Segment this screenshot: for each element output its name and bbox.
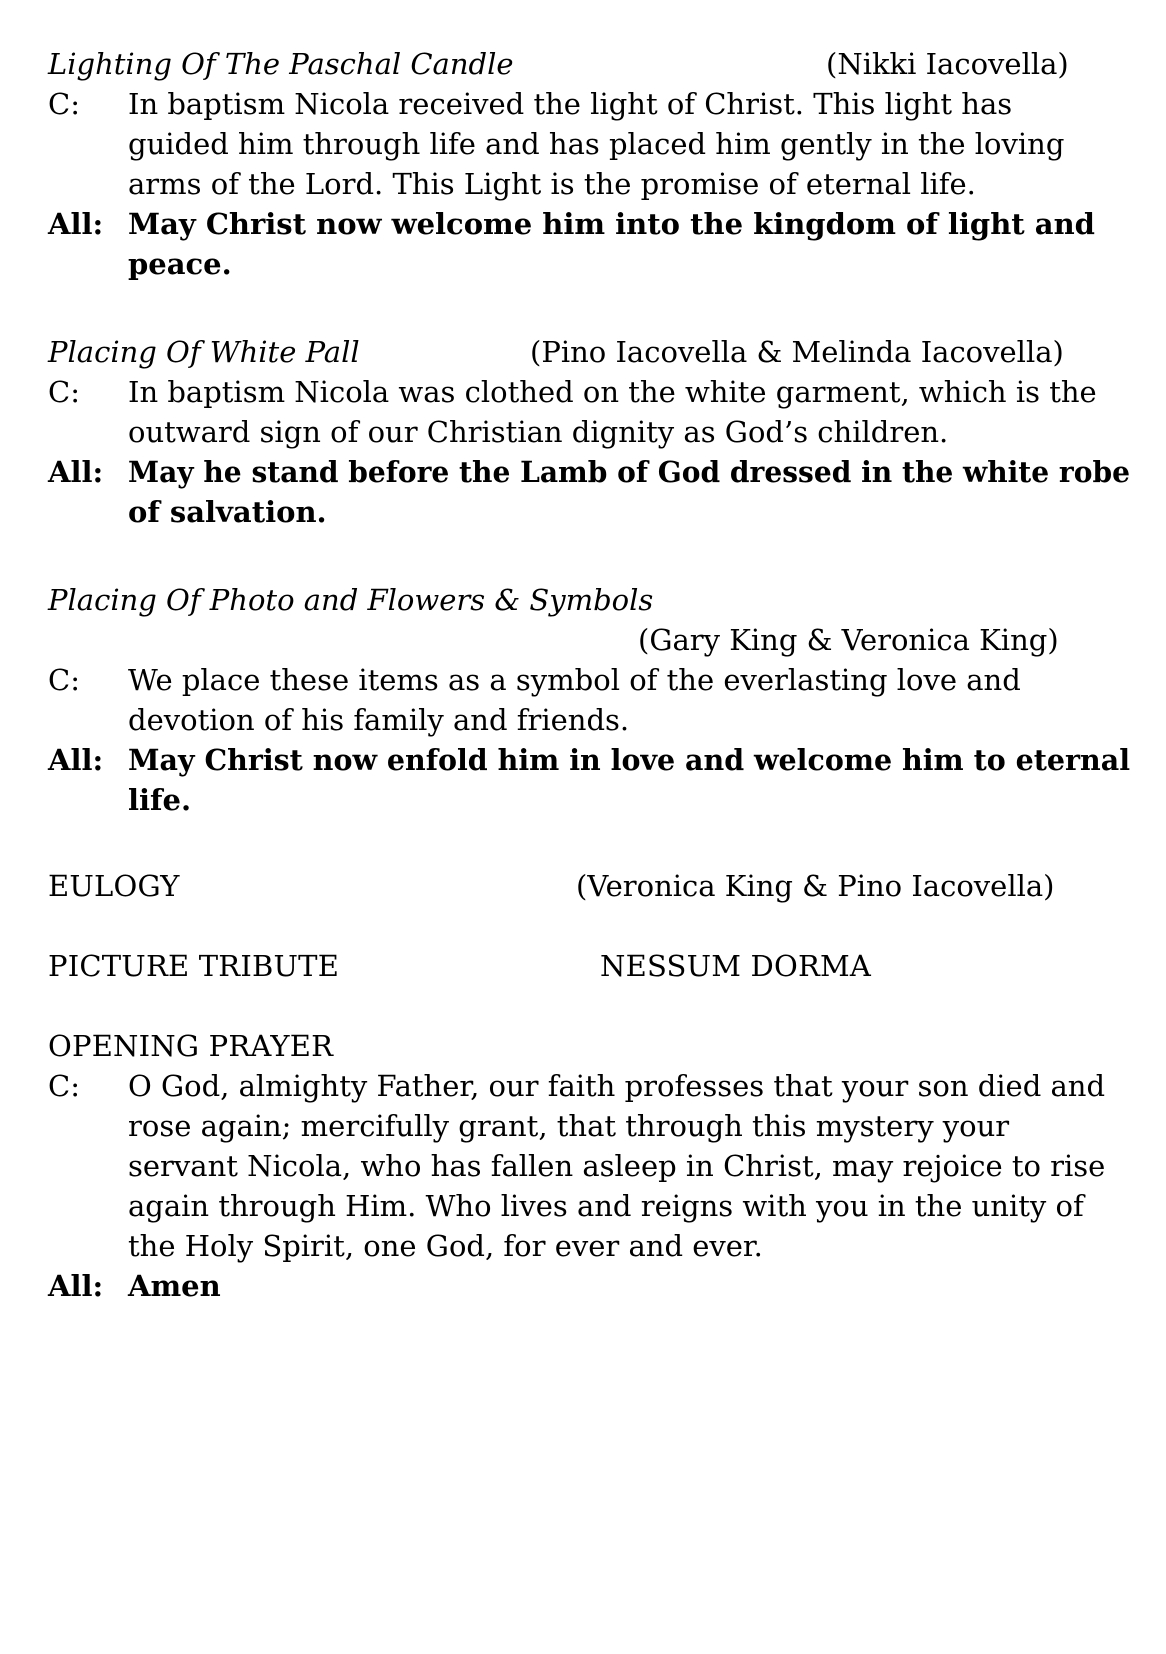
all-response-line: of salvation. <box>128 495 327 529</box>
celebrant-line: again through Him. Who lives and reigns with you in the unity of <box>128 1189 1084 1223</box>
celebrant-line: devotion of his family and friends. <box>128 703 630 737</box>
section-title-photo-flowers: Placing Of Photo and Flowers & Symbols <box>48 583 654 617</box>
celebrant-label: C: <box>48 375 80 409</box>
celebrant-line: servant Nicola, who has fallen asleep in Christ, may rejoice to rise <box>128 1149 1106 1183</box>
all-response-line: May Christ now enfold him in love and welcome him to eternal <box>128 743 1131 777</box>
section-credit-paschal-candle: (Nikki Iacovella) <box>826 47 1069 81</box>
celebrant-line: the Holy Spirit, one God, for ever and ever. <box>128 1229 763 1263</box>
celebrant-line: outward sign of our Christian dignity as God’s children. <box>128 415 949 449</box>
section-title-white-pall: Placing Of White Pall <box>48 335 360 369</box>
celebrant-label: C: <box>48 87 80 121</box>
all-response-line: May Christ now welcome him into the kingdom of light and <box>128 207 1095 241</box>
all-label: All: <box>48 743 104 777</box>
celebrant-line: arms of the Lord. This Light is the promise of eternal life. <box>128 167 976 201</box>
celebrant-line: In baptism Nicola was clothed on the white garment, which is the <box>128 375 1097 409</box>
section-credit-white-pall: (Pino Iacovella & Melinda Iacovella) <box>530 335 1064 369</box>
eulogy-title: EULOGY <box>48 869 180 903</box>
all-response-line: life. <box>128 783 192 817</box>
celebrant-line: In baptism Nicola received the light of Christ. This light has <box>128 87 1013 121</box>
section-credit-photo-flowers: (Gary King & Veronica King) <box>638 623 1059 657</box>
all-label: All: <box>48 207 104 241</box>
celebrant-line: O God, almighty Father, our faith professes that your son died and <box>128 1069 1106 1103</box>
celebrant-line: rose again; mercifully grant, that through this mystery your <box>128 1109 1010 1143</box>
all-response-amen: Amen <box>128 1269 221 1303</box>
all-response-line: May he stand before the Lamb of God dressed in the white robe <box>128 455 1130 489</box>
section-title-paschal-candle: Lighting Of The Paschal Candle <box>48 47 514 81</box>
opening-prayer-title: OPENING PRAYER <box>48 1029 334 1063</box>
picture-tribute-song: NESSUM DORMA <box>600 949 872 983</box>
all-label: All: <box>48 1269 104 1303</box>
picture-tribute-title: PICTURE TRIBUTE <box>48 949 340 983</box>
celebrant-label: C: <box>48 663 80 697</box>
celebrant-line: We place these items as a symbol of the everlasting love and <box>128 663 1021 697</box>
all-label: All: <box>48 455 104 489</box>
eulogy-credit: (Veronica King & Pino Iacovella) <box>576 869 1055 903</box>
all-response-line: peace. <box>128 247 232 281</box>
celebrant-line: guided him through life and has placed him gently in the loving <box>128 127 1065 161</box>
celebrant-label: C: <box>48 1069 80 1103</box>
